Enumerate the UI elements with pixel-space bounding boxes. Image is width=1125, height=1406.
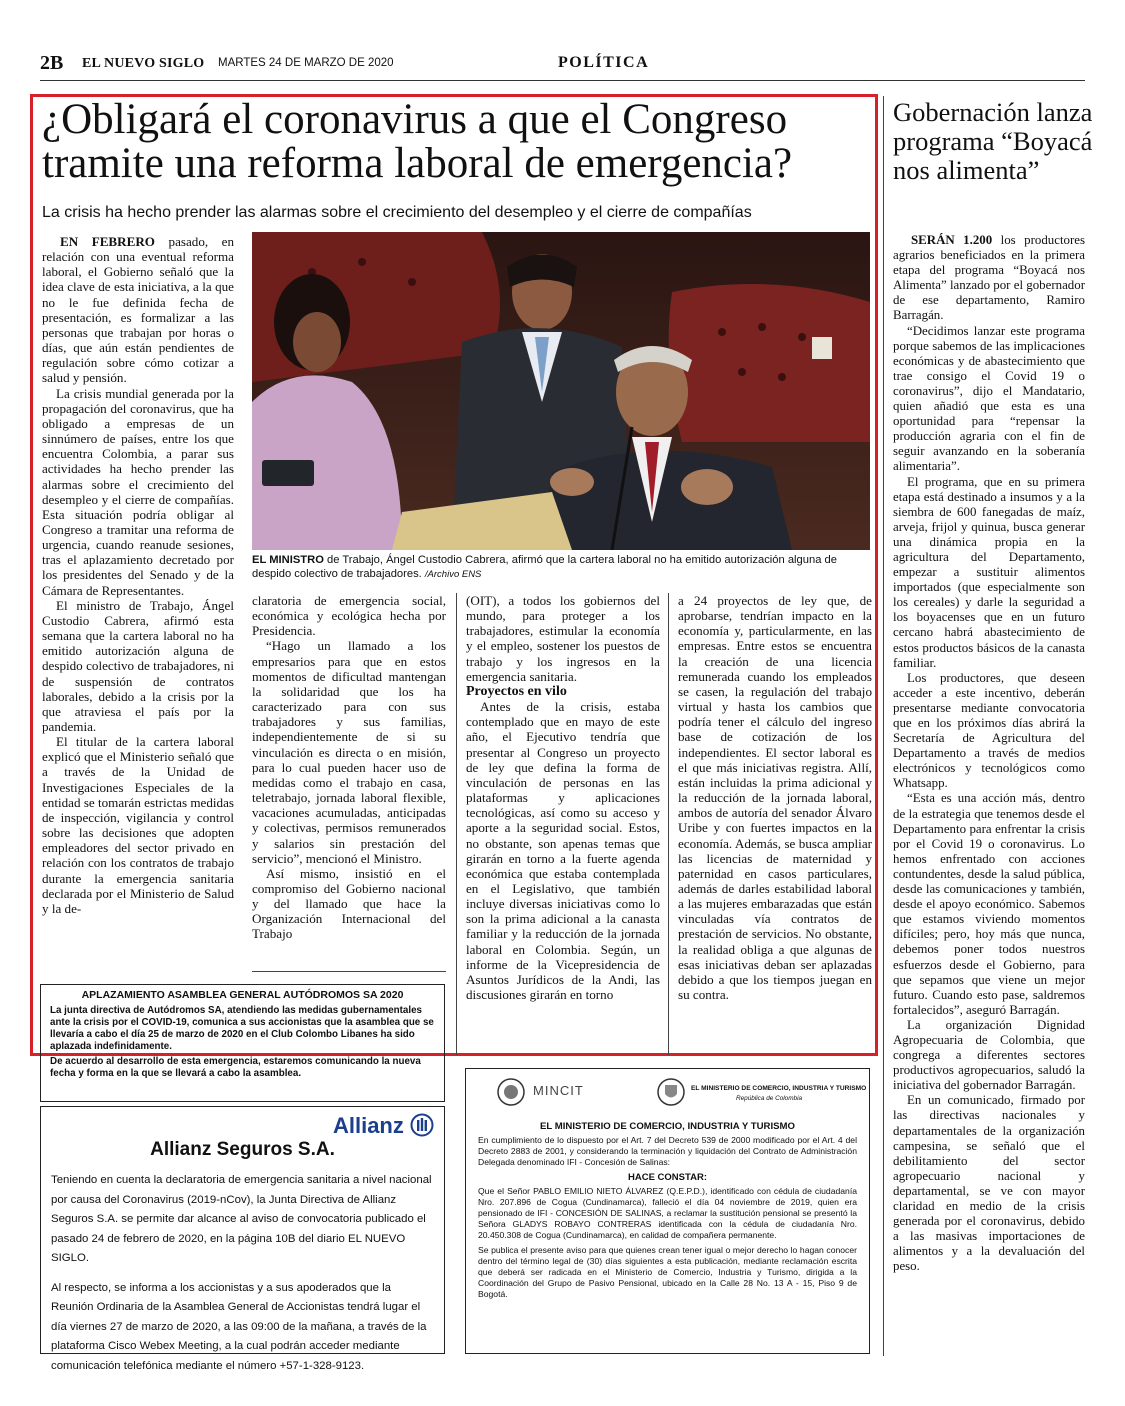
notice-title: APLAZAMIENTO ASAMBLEA GENERAL AUTÓDROMOS SA 2020 xyxy=(81,989,404,1001)
article-column-4 xyxy=(678,593,872,1053)
section-name: POLÍTICA xyxy=(558,54,650,71)
paragraph: los productores agrarios beneficiados en la primera etapa del programa “Boyacá nos Alimenta” lanzado por el gobernador de ese departamento, Ramiro Barragán. xyxy=(893,233,1085,323)
paragraph: a 24 proyectos de ley que, de aprobarse, tendrían impacto en la economía y, particularmente, en las empresas. Entre estos se encuentra la creación de una licencia remunerada cuando los empleados se casen, la regulación del trabajo virtual y hasta los cambios que podría tener el cálculo del ingreso base de cotización de los independientes. El sector laboral es el que más iniciativas registra. Allí, están incluidas la prima adicional y la reducción de la jornada laboral, ambos de autoría del senador Álvaro Uribe y con fuertes impactos en la economía. Además, se busca ampliar las licencias de maternidad y paternidad en casos particulares, además de darles estabilidad laboral a las mujeres embarazadas que están vinculadas vía contratos de prestación de servicios. No obstante, la realidad obliga a que algunas de esas iniciativas deban ser aplazadas debido a que los tiempos juegan en su contra. xyxy=(678,593,872,1003)
column-divider xyxy=(668,593,669,1055)
notice-autodromos xyxy=(40,984,445,1102)
paragraph: “Decidimos lanzar este programa porque sabemos de las implicaciones económicas y de abastecimiento que trae consigo el Covid 19 o coronavirus”, dijo el Mandatario, quien añadió que esta es una oportunidad para “repensar la producción agraria con el fin de seguir avanzando en la soberanía alimentaria”. xyxy=(893,323,1085,474)
notice-paragraph: La junta directiva de Autódromos SA, atendiendo las medidas gubernamentales ante la crisis por el COVID-19, comunica a sus accionistas que la asamblea que se llevaría a cabo el día 25 de marzo de 2020 en el Club Colombo Libanes ha sido aplazada indefinidamente. xyxy=(50,1005,434,1052)
notice-subtitle: HACE CONSTAR: xyxy=(628,1172,707,1183)
paragraph: Así mismo, insistió en el compromiso del Gobierno nacional y del llamado que hace la Organización Internacional del Trabajo xyxy=(252,865,446,942)
horizontal-divider xyxy=(252,971,446,972)
notice-title: EL MINISTERIO DE COMERCIO, INDUSTRIA Y TURISMO xyxy=(540,1121,795,1132)
paragraph: “Esta es una acción más, dentro de la estrategia que tenemos desde el Departamento para enfrentar la crisis por el Covid 19 o coronavirus. Lo hemos enfrentado con acciones contundentes, desde la salud pública, desde las comunicaciones y también, desde el apoyo económico. Sabemos que estamos viviendo momentos difíciles; pero, hoy más que nunca, debemos poner todos nuestros esfuerzos desde el Gobierno, para que sepamos que viene un mejor futuro. Cuando esto pase, saldremos fortalecidos”, aseguró Barragán. xyxy=(893,791,1085,1017)
article-column-2 xyxy=(252,593,446,957)
mincit-logo-text: MINCIT xyxy=(533,1083,584,1098)
page-header xyxy=(40,52,1085,81)
lead-words: EN FEBRERO xyxy=(60,234,155,249)
notice-logos xyxy=(478,1075,867,1115)
caption-text: de Trabajo, Ángel Custodio Cabrera, afirmó que la cartera laboral no ha emitido autorización alguna de despido colectivo de trabajadores. xyxy=(252,554,837,580)
notice-paragraph: Al respecto, se informa a los accionistas y a sus apoderados que la Reunión Ordinaria de la Asamblea General de Accionistas tendrá lugar el día viernes 27 de marzo de 2020, a las 09:00 de la mañana, a través de la plataforma Cisco Webex Meeting, a la cual podrán acceder mediante comunicación telefónica mediante el número +57-1-328-9123. xyxy=(51,1281,427,1372)
paragraph: (OIT), a todos los gobiernos del mundo, para proteger a los trabajadores, estimular la economía y el empleo, sostener los puestos de trabajo y los ingresos en la emergencia sanitaria. xyxy=(466,593,660,684)
allianz-logo xyxy=(333,1113,434,1139)
issue-date: MARTES 24 DE MARZO DE 2020 xyxy=(218,57,394,69)
ministry-small-title: EL MINISTERIO DE COMERCIO, INDUSTRIA Y TURISMO xyxy=(691,1085,867,1092)
allianz-logo-text: Allianz xyxy=(332,1113,404,1138)
column-divider xyxy=(883,96,884,1356)
paragraph: “Hago un llamado a los empresarios para que en estos momentos de dificultad mantengan la solidaridad que los ha caracterizado para con sus trabajadores y sus familias, independientemente de si su vinculación es directa o en misión, para lo cual pueden hacer uso de medidas como el trabajo en casa, teletrabajo, jornada laboral flexible, vacaciones acumuladas, anticipadas y colectivas, permisos remunerados y salarios sin prestación del servicio”, mencionó el Ministro. xyxy=(252,638,446,866)
article-column-1 xyxy=(42,234,234,956)
main-headline: ¿Obligará el coronavirus a que el Congreso tramite una reforma laboral de emergencia? xyxy=(42,96,793,187)
paragraph: Los productores, que deseen acceder a este incentivo, deberán presentarse mediante convocatoria que en los próximos días abrirá la Secretaría de Agricultura del Departamento a través de medios electrónicos y tecnológicos como Whatsapp. xyxy=(893,670,1085,791)
notice-paragraph: Que el Señor PABLO EMILIO NIETO ÁLVAREZ (Q.E.P.D.), identificado con cédula de ciudadanía Nro. 207.896 de Cogua (Cundinamarca), falleció el día 04 noviembre de 2019, quien era pensionado de IFI - CONCESIÓN DE SALINAS, a reclamar la sustitución pensional se presentó la Señora GLADYS ROBAYO CONTRERAS identificada con la cédula de ciudadanía Nro. 20.450.308 de Cogua (Cundinamarca), en calidad de compañera permanente. xyxy=(478,1186,857,1240)
paragraph: claratoria de emergencia social, económica y ecológica hecha por Presidencia. xyxy=(252,593,446,639)
ministry-republic: República de Colombia xyxy=(736,1095,803,1102)
paragraph: pasado, en relación con una eventual reforma laboral, el Gobierno señaló que la idea clave de esta iniciativa, a la que no le fue definida fecha de presentación, es formalizar a las personas que trabajan por horas o días, que aún están pendientes de regulación sobre cómo cotizar a salud y pensión. xyxy=(42,234,234,386)
paragraph: En un comunicado, firmado por las directivas nacionales y departamentales de la organización campesina, se señaló que el debilitamiento del sector agropecuario nacional y departamental, se ve con mayor claridad en medio de la crisis generada por el coronavirus, debido a las masivas importaciones de alimentos y a la devaluación del peso. xyxy=(893,1093,1085,1274)
paragraph: Antes de la crisis, estaba contemplado que en mayo de este año, el Ejecutivo tendría que presentar al Congreso un proyecto de ley que defina la forma de vinculación de personas en las plataformas y aplicaciones tecnológicas, así como su acceso y aporte a la seguridad social. Estos, no obstante, son apenas temas que girarán en torno a la fuerte agenda económica que estaba contemplada en el Legislativo, que también incluye diversas iniciativas como lo son la prima adicional a la canasta familiar y la reducción de la jornada laboral en Colombia. Según, un informe de la Vicepresidencia de Asuntos Jurídicos de la Andi, las discusiones girarán en torno xyxy=(466,699,660,1003)
lead-words: SERÁN 1.200 xyxy=(911,233,993,247)
notice-paragraph: En cumplimiento de lo dispuesto por el Art. 7 del Decreto 539 de 2000 modificado por el Art. 4 del Decreto 2883 de 2001, y considerando la terminación y liquidación del Contrato de Administración Delegada denominado IFI - Concesión de Salinas: xyxy=(478,1135,857,1167)
notice-paragraph: De acuerdo al desarrollo de esta emergencia, estaremos comunicando la nueva fecha y forma en la que se llevará a cabo la asamblea. xyxy=(50,1056,421,1079)
allianz-eagle-icon xyxy=(410,1113,434,1137)
side-article-body xyxy=(893,233,1085,1361)
caption-credit: /Archivo ENS xyxy=(424,569,482,580)
notice-title: Allianz Seguros S.A. xyxy=(150,1139,335,1160)
minister-photo xyxy=(252,232,870,550)
paragraph: La organización Dignidad Agropecuaria de Colombia, que congrega a diferentes sectores productivos agropecuarios, saludó la iniciativa del gobernador Barragán. xyxy=(893,1017,1085,1093)
newspaper-name: EL NUEVO SIGLO xyxy=(82,56,205,71)
paragraph: El titular de la cartera laboral explicó que el Ministerio señaló que a través de la Unidad de Investigaciones Especiales de la entidad se tomarán estrictas medidas de inspección, vigilancia y control sobre las decisiones que adopten empleadores del sector privado en relación con los contratos de trabajo durante la emergencia sanitaria declarada por el Ministerio de Salud y la de- xyxy=(42,734,234,916)
notice-allianz xyxy=(40,1106,445,1372)
colombia-shield-icon xyxy=(656,1077,686,1107)
photo-image xyxy=(252,232,870,550)
page-number: 2B xyxy=(40,52,64,74)
notice-mincit xyxy=(465,1068,870,1354)
notice-paragraph: Se publica el presente aviso para que quienes crean tener igual o mejor derecho lo hagan conocer dentro del término legal de (30) días siguientes a esta publicación, mediante reclamación escrita que deberá ser radicada en el Ministerio de Comercio, Industria y Turismo, dirigida a la Coordinación del Grupo de Pasivo Pensional, ubicado en la Calle 28 No. 13 A - 15, Piso 9 de Bogotá. xyxy=(478,1245,857,1299)
main-subheadline: La crisis ha hecho prender las alarmas sobre el crecimiento del desempleo y el cierre de compañías xyxy=(42,204,752,221)
column-divider xyxy=(456,593,457,1055)
subsection-heading: Proyectos en vilo xyxy=(466,683,567,699)
notice-paragraph: Teniendo en cuenta la declaratoria de emergencia sanitaria a nivel nacional por causa del Coronavirus (2019-nCov), la Junta Directiva de Allianz Seguros S.A. se permite dar alcance al aviso de convocatoria publicado el pasado 24 de febrero de 2020, en la página 10B del diario EL NUEVO SIGLO. xyxy=(51,1174,432,1264)
side-headline: Gobernación lanza programa “Boyacá nos alimenta” xyxy=(893,97,1093,185)
paragraph: El ministro de Trabajo, Ángel Custodio Cabrera, afirmó esta semana que la cartera laboral no ha emitido autorización alguna de despido colectivo de trabajadores, ni de suspensión de contratos laborales, debido a la crisis por la que atraviesa el país por la pandemia. xyxy=(42,597,234,734)
colombia-seal-icon xyxy=(496,1077,526,1107)
caption-lead: EL MINISTRO xyxy=(252,554,324,566)
paragraph: La crisis mundial generada por la propagación del coronavirus, que ha obligado a empresas de un sinnúmero de países, entre los que encuentra Colombia, a parar sus actividades ha hecho prender las alarmas sobre el crecimiento del desempleo y el cierre de compañías. Esta situación podría obligar al Congreso a tramitar una reforma de urgencia, cuando reanude sesiones, tras el aplazamiento decretado por los presidentes del Senado y de la Cámara de Representantes. xyxy=(42,385,234,598)
article-column-3 xyxy=(466,593,660,1053)
photo-caption xyxy=(252,553,870,582)
paragraph: El programa, que en su primera etapa está destinado a insumos y a la siembra de 600 fanegadas de maíz, arveja, frijol y quinua, busca generar una dinámica propia en la agricultura del Departamento, empezar a sustituir alimentos importados (que especialmente son los cereales) y darle la seguridad a los boyacenses que en un futuro cercano habrá abastecimiento de estos productos básicos de la canasta familiar. xyxy=(893,474,1085,670)
